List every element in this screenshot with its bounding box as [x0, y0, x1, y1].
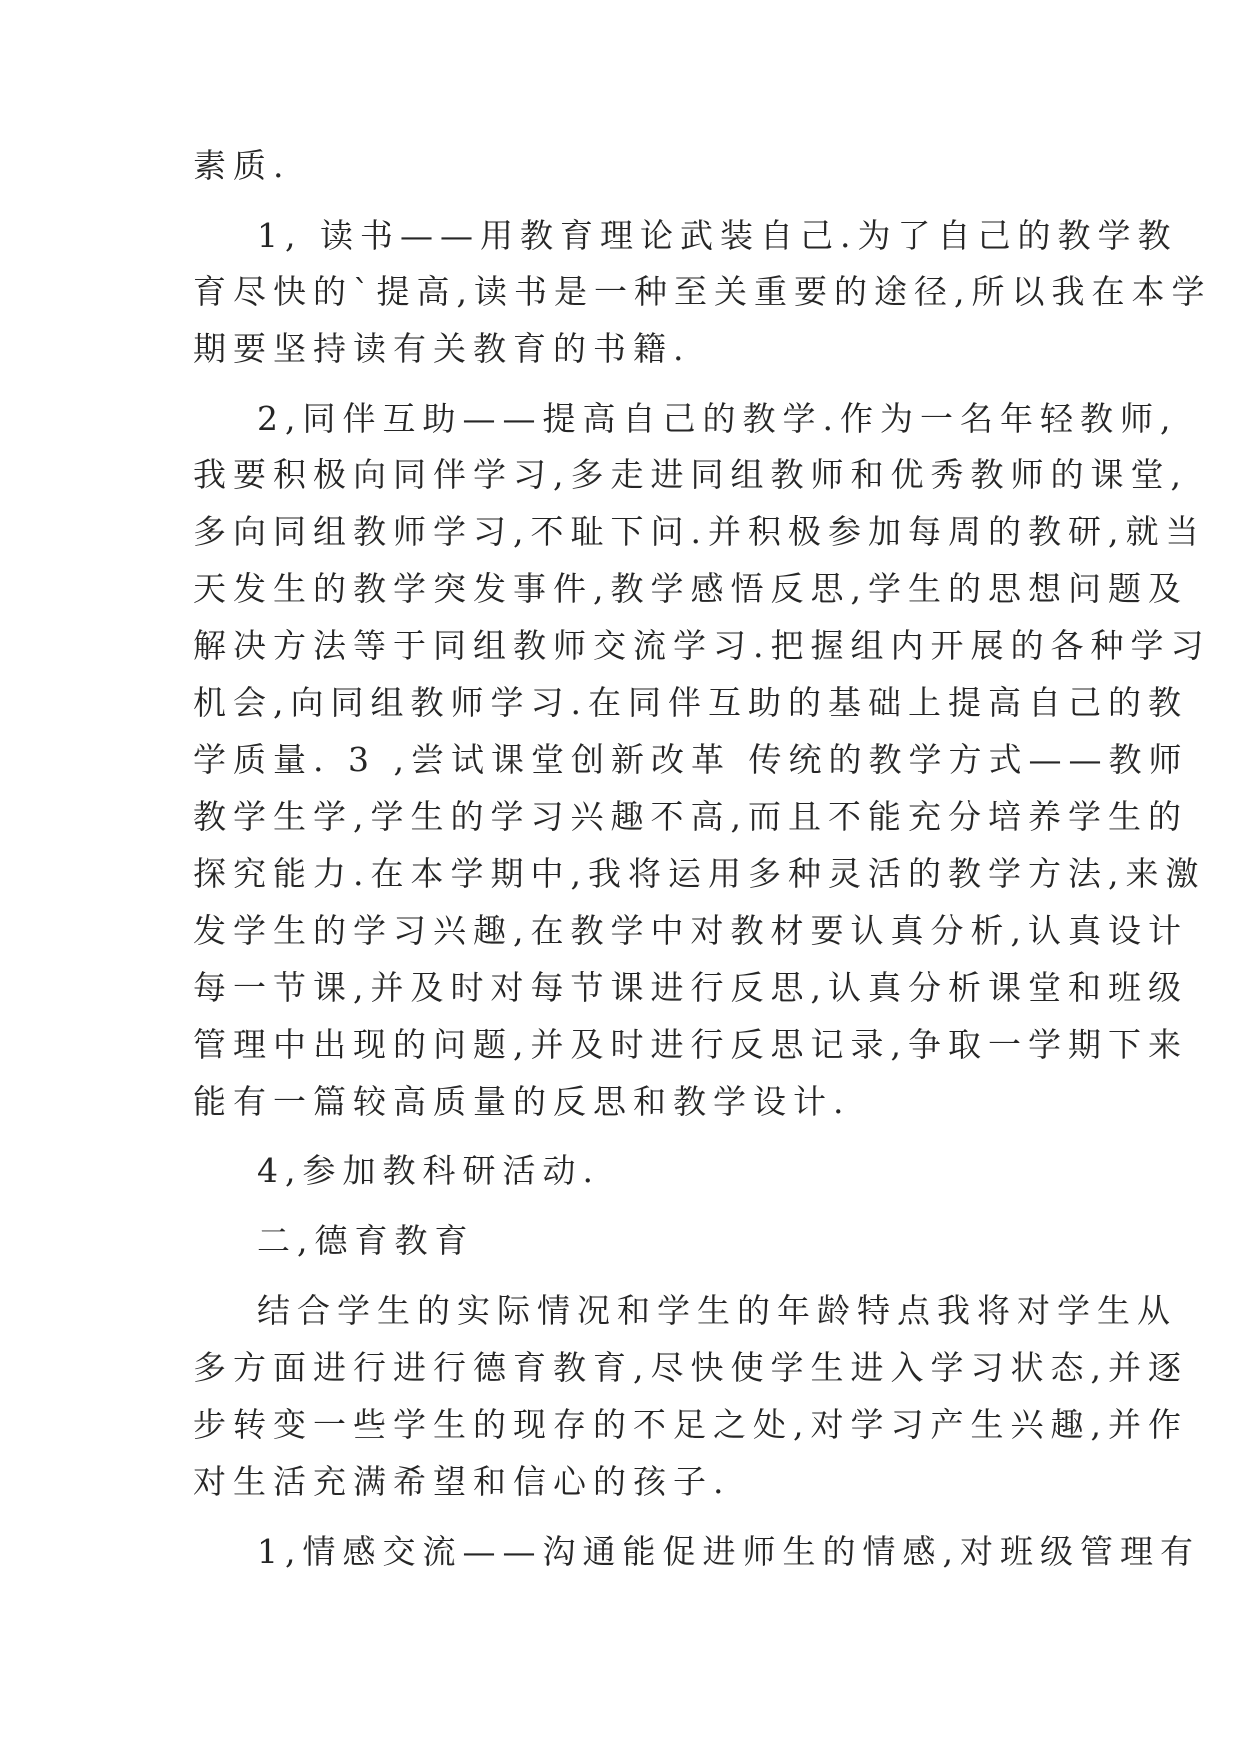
- text-line: 发学生的学习兴趣,在教学中对教材要认真分析,认真设计: [193, 911, 1188, 950]
- text-line: 1,情感交流——沟通能促进师生的情感,对班级管理有: [257, 1532, 1200, 1571]
- text-line: 学质量. 3 ,尝试课堂创新改革 传统的教学方式——教师: [193, 740, 1189, 779]
- text-line: 结合学生的实际情况和学生的年龄特点我将对学生从: [257, 1291, 1177, 1330]
- section-heading: 二,德育教育: [257, 1221, 475, 1260]
- text-line: 我要积极向同伴学习,多走进同组教师和优秀教师的课堂,: [193, 455, 1188, 494]
- text-line: 2,同伴互助——提高自己的教学.作为一名年轻教师,: [257, 399, 1178, 438]
- text-line: 探究能力.在本学期中,我将运用多种灵活的教学方法,来激: [193, 854, 1206, 893]
- text-line: 能有一篇较高质量的反思和教学设计.: [193, 1082, 851, 1121]
- text-line: 素质.: [193, 146, 291, 185]
- text-line: 教学生学,学生的学习兴趣不高,而且不能充分培养学生的: [193, 797, 1188, 836]
- text-line: 机会,向同组教师学习.在同伴互助的基础上提高自己的教: [193, 683, 1188, 722]
- text-line: 管理中出现的问题,并及时进行反思记录,争取一学期下来: [193, 1025, 1188, 1064]
- text-line: 解决方法等于同组教师交流学习.把握组内开展的各种学习: [193, 626, 1211, 665]
- text-line: 期要坚持读有关教育的书籍.: [193, 329, 691, 368]
- text-line: 步转变一些学生的现存的不足之处,对学习产生兴趣,并作: [193, 1405, 1188, 1444]
- text-line: 育尽快的`提高,读书是一种至关重要的途径,所以我在本学: [193, 272, 1212, 311]
- text-line: 对生活充满希望和信心的孩子.: [193, 1462, 731, 1501]
- text-line: 4,参加教科研活动.: [257, 1151, 600, 1190]
- text-line: 天发生的教学突发事件,教学感悟反思,学生的思想问题及: [193, 569, 1188, 608]
- text-line: 多向同组教师学习,不耻下问.并积极参加每周的教研,就当: [193, 512, 1206, 551]
- text-line: 多方面进行进行德育教育,尽快使学生进入学习状态,并逐: [193, 1348, 1188, 1387]
- text-line: 1, 读书——用教育理论武装自己.为了自己的教学教: [257, 216, 1178, 255]
- text-line: 每一节课,并及时对每节课进行反思,认真分析课堂和班级: [193, 968, 1188, 1007]
